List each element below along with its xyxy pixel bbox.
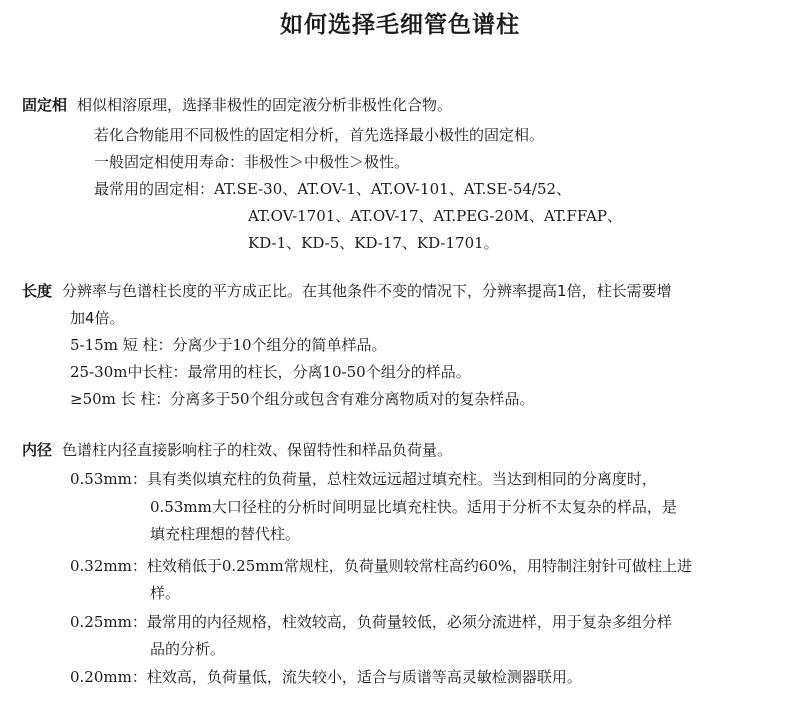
diameter-heading <box>22 440 452 460</box>
stationary-line-2: 一般固定相使用寿命：非极性＞中极性＞极性。 <box>94 153 410 171</box>
length-item-long: ≥50m 长 柱：分离多于50个组分或包含有难分离物质对的复杂样品。 <box>70 390 535 408</box>
length-heading <box>22 281 672 301</box>
diameter-053-line-2: 0.53mm大口径柱的分析时间明显比填充柱快。适用于分析不太复杂的样品，是 <box>150 498 677 516</box>
stationary-phase-heading <box>22 95 452 115</box>
stationary-line-4: AT.OV-1701、AT.OV-17、AT.PEG-20M、AT.FFAP、 <box>248 207 622 225</box>
stationary-phase-principle: 相似相溶原理，选择非极性的固定液分析非极性化合物。 <box>77 96 453 114</box>
diameter-032-line-2: 样。 <box>150 584 181 602</box>
page-title: 如何选择毛细管色谱柱 <box>280 12 520 38</box>
stationary-line-5: KD-1、KD-5、KD-17、KD-1701。 <box>248 234 499 252</box>
length-item-medium: 25-30m中长柱：最常用的柱长，分离10-50个组分的样品。 <box>70 363 471 381</box>
diameter-053-line-1: 0.53mm：具有类似填充柱的负荷量，总柱效远远超过填充柱。当达到相同的分离度时， <box>70 470 657 488</box>
diameter-053-line-3: 填充柱理想的替代柱。 <box>150 525 301 543</box>
diameter-principle: 色谱柱内径直接影响柱子的柱效、保留特性和样品负荷量。 <box>62 441 453 459</box>
stationary-phase-label: 固定相 <box>22 96 68 114</box>
diameter-025-line-1: 0.25mm：最常用的内径规格，柱效较高，负荷量较低，必须分流进样，用于复杂多组分样 <box>70 613 672 631</box>
length-label: 长度 <box>22 282 53 300</box>
stationary-line-1: 若化合物能用不同极性的固定相分析，首先选择最小极性的固定相。 <box>94 126 545 144</box>
stationary-line-3: 最常用的固定相：AT.SE-30、AT.OV-1、AT.OV-101、AT.SE-54/52、 <box>94 180 572 198</box>
length-item-short: 5-15m 短 柱：分离少于10个组分的简单样品。 <box>70 336 387 354</box>
diameter-025-line-2: 品的分析。 <box>150 640 226 658</box>
diameter-label: 内径 <box>22 441 53 459</box>
diameter-032-line-1: 0.32mm：柱效稍低于0.25mm常规柱，负荷量则较常柱高约60%，用特制注射针可做柱上进 <box>70 557 693 575</box>
length-principle-cont: 加4倍。 <box>70 309 125 327</box>
diameter-020-line-1: 0.20mm：柱效高，负荷量低，流失较小，适合与质谱等高灵敏检测器联用。 <box>70 668 582 686</box>
length-principle: 分辨率与色谱柱长度的平方成正比。在其他条件不变的情况下，分辨率提高1倍，柱长需要增 <box>62 282 672 300</box>
